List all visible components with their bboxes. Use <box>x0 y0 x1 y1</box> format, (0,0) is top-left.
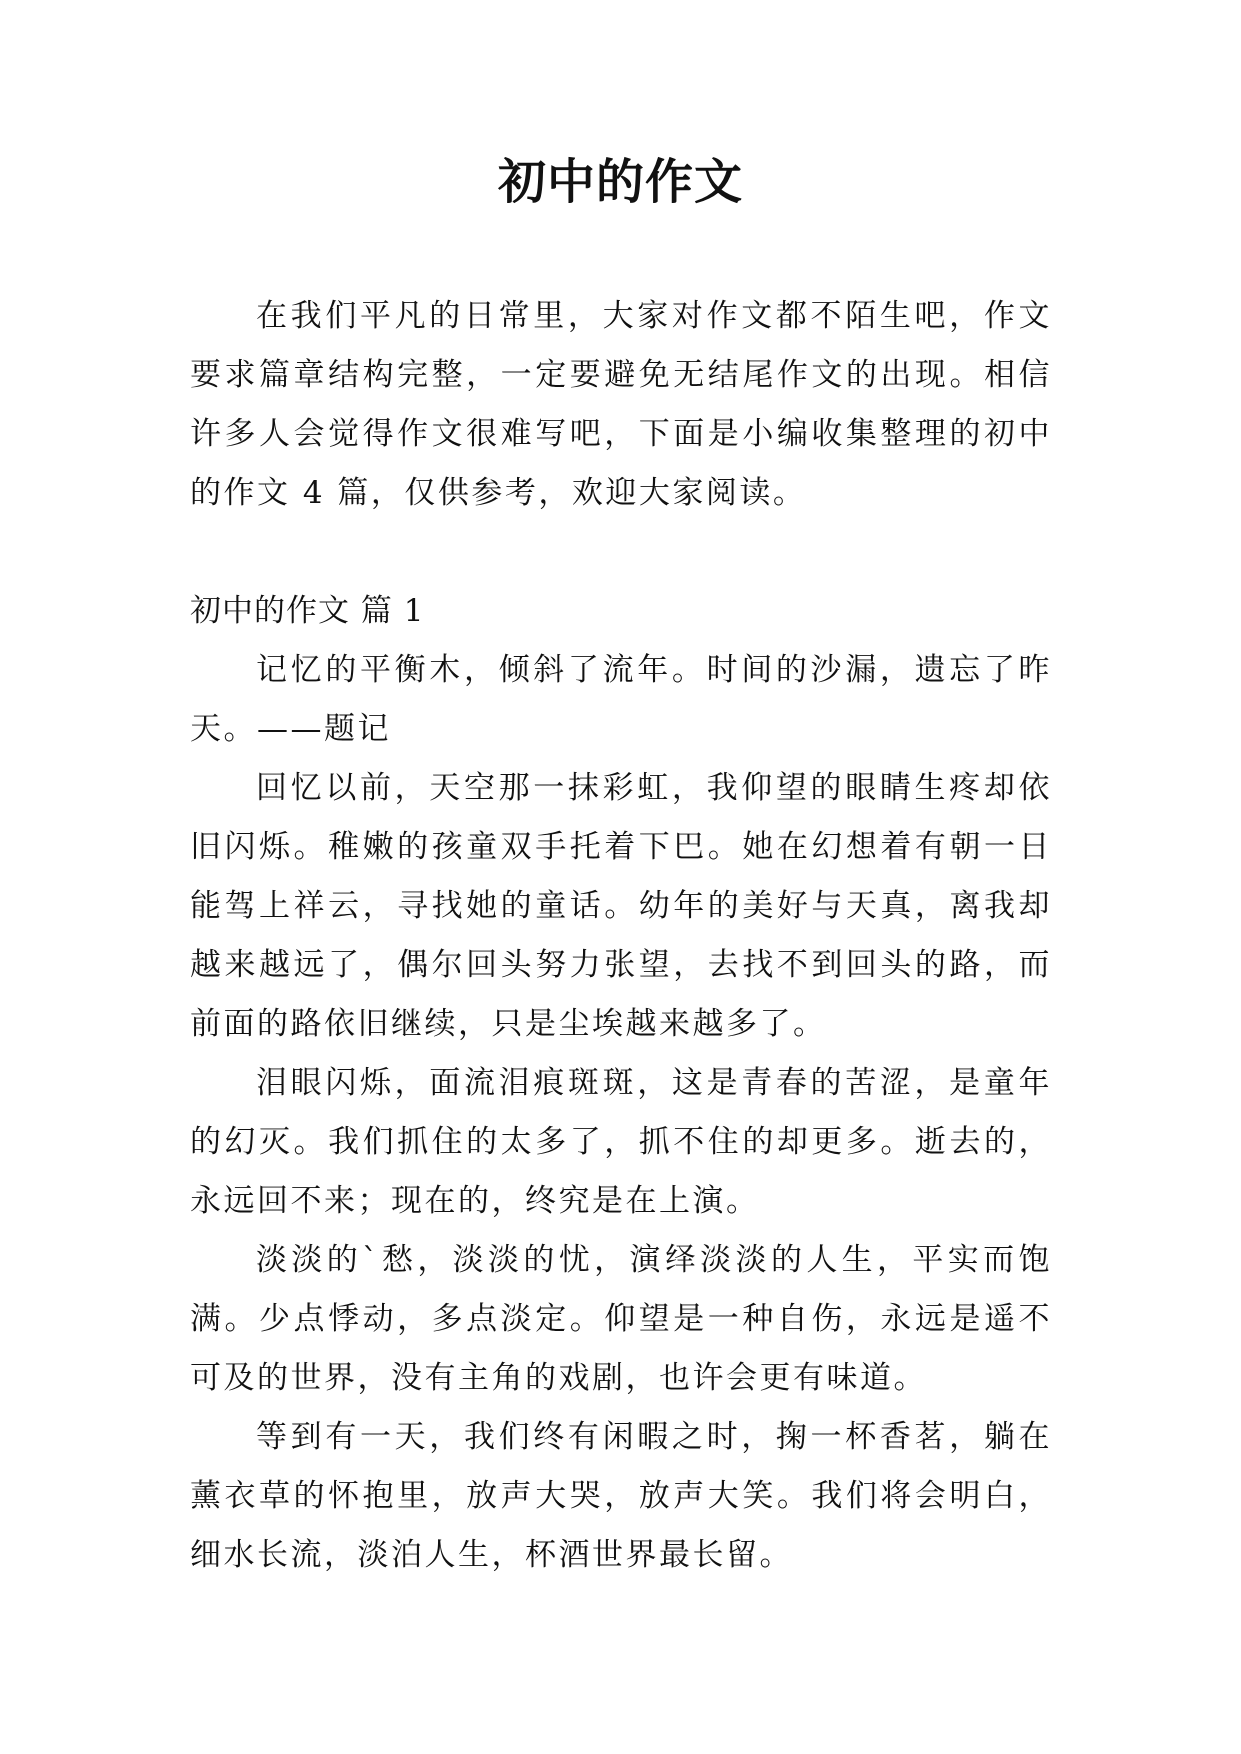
essay-paragraph-1: 记忆的平衡木，倾斜了流年。时间的沙漏，遗忘了昨天。——题记 <box>190 652 1052 747</box>
essay-paragraph-3: 泪眼闪烁，面流泪痕斑斑，这是青春的苦涩，是童年的幻灭。我们抓住的太多了，抓不住的却更多。逝去的，永远回不来；现在的，终究是在上演。 <box>190 1065 1052 1219</box>
document-title: 初中的作文 <box>497 154 743 210</box>
intro-section <box>190 287 1052 523</box>
intro-paragraph: 在我们平凡的日常里，大家对作文都不陌生吧，作文要求篇章结构完整，一定要避免无结尾作文的出现。相信许多人会觉得作文很难写吧，下面是小编收集整理的初中的作文 4 篇，仅供参考，欢迎大家阅读。 <box>190 298 1052 511</box>
section-heading: 初中的作文 篇 1 <box>190 593 425 629</box>
essay-section <box>190 582 1052 1585</box>
essay-paragraph-4: 淡淡的`愁，淡淡的忧，演绎淡淡的人生，平实而饱满。少点悸动，多点淡定。仰望是一种自伤，永远是遥不可及的世界，没有主角的戏剧，也许会更有味道。 <box>190 1242 1052 1396</box>
essay-paragraph-5: 等到有一天，我们终有闲暇之时，掬一杯香茗，躺在薰衣草的怀抱里，放声大哭，放声大笑。我们将会明白，细水长流，淡泊人生，杯酒世界最长留。 <box>190 1419 1052 1573</box>
essay-paragraph-2: 回忆以前，天空那一抹彩虹，我仰望的眼睛生疼却依旧闪烁。稚嫩的孩童双手托着下巴。她在幻想着有朝一日能驾上祥云，寻找她的童话。幼年的美好与天真，离我却越来越远了，偶尔回头努力张望，去找不到回头的路，而前面的路依旧继续，只是尘埃越来越多了。 <box>190 770 1052 1042</box>
